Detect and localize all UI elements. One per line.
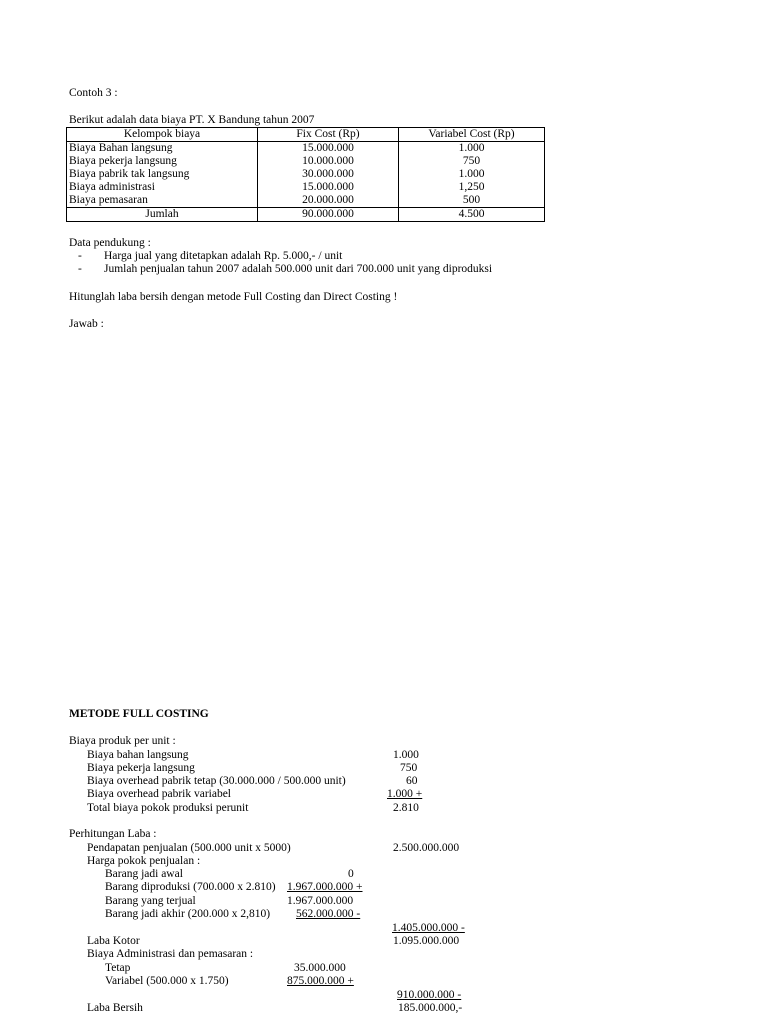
row-fixed-cost: 30.000.000 (258, 168, 399, 181)
cogs-item-label: Barang jadi akhir (200.000 x 2,810) (105, 908, 271, 920)
row-label: Biaya administrasi (67, 181, 258, 194)
row-fixed-cost: 15.000.000 (258, 142, 399, 156)
revenue-value: 2.500.000.000 (393, 842, 460, 854)
cogs-item-label: Barang diproduksi (700.000 x 2.810) (105, 881, 276, 893)
row-variable-cost: 1.000 (399, 168, 545, 181)
table-row (67, 168, 545, 181)
table-row (67, 181, 545, 194)
admin-fixed-value: 35.000.000 (294, 962, 346, 974)
total-label: Jumlah (67, 208, 258, 222)
cogs-item-value: 1.967.000.000 + (287, 881, 363, 893)
example-description: Berikut adalah data biaya PT. X Bandung tahun 2007 (69, 114, 315, 126)
admin-fixed-label: Tetap (105, 962, 131, 974)
cogs-item-value: 0 (348, 868, 354, 880)
row-variable-cost: 750 (399, 155, 545, 168)
unit-cost-total-label: Total biaya pokok produksi perunit (87, 802, 249, 814)
row-variable-cost: 500 (399, 194, 545, 208)
row-fixed-cost: 10.000.000 (258, 155, 399, 168)
col-header-variable: Variabel Cost (Rp) (399, 128, 545, 142)
cogs-item-value: 1.967.000.000 (287, 895, 354, 907)
row-label: Biaya pekerja langsung (67, 155, 258, 168)
table-header-row (67, 128, 545, 142)
admin-variable-label: Variabel (500.000 x 1.750) (105, 975, 229, 987)
cost-table (66, 127, 545, 222)
cogs-title: Harga pokok penjualan : (87, 855, 201, 867)
example-heading: Contoh 3 : (69, 87, 118, 99)
support-item: - Jumlah penjualan tahun 2007 adalah 500.000 unit dari 700.000 unit yang diproduksi (78, 263, 493, 275)
gross-profit-label: Laba Kotor (87, 935, 140, 947)
unit-cost-value: 750 (400, 762, 418, 774)
revenue-label: Pendapatan penjualan (500.000 unit x 5000) (87, 842, 291, 854)
unit-cost-value: 1.000 + (387, 788, 423, 800)
row-variable-cost: 1,250 (399, 181, 545, 194)
unit-cost-total-value: 2.810 (393, 802, 419, 814)
cogs-item-label: Barang yang terjual (105, 895, 196, 907)
support-item-text: Harga jual yang ditetapkan adalah Rp. 5.000,- / unit (104, 250, 343, 262)
unit-cost-label: Biaya overhead pabrik tetap (30.000.000 / 500.000 unit) (87, 775, 346, 787)
row-variable-cost: 1.000 (399, 142, 545, 156)
table-row (67, 194, 545, 208)
unit-cost-title: Biaya produk per unit : (69, 735, 176, 747)
admin-title: Biaya Administrasi dan pemasaran : (87, 948, 254, 960)
support-item: - Harga jual yang ditetapkan adalah Rp. 5.000,- / unit (78, 250, 343, 262)
unit-cost-label: Biaya pekerja langsung (87, 762, 195, 774)
total-variable-cost: 4.500 (399, 208, 545, 222)
row-label: Biaya Bahan langsung (67, 142, 258, 156)
support-title: Data pendukung : (69, 237, 151, 249)
admin-variable-value: 875.000.000 + (287, 975, 354, 987)
unit-cost-value: 60 (406, 775, 418, 787)
unit-cost-label: Biaya bahan langsung (87, 749, 189, 761)
section-title: METODE FULL COSTING (69, 708, 209, 720)
net-profit-label: Laba Bersih (87, 1002, 143, 1014)
support-item-text: Jumlah penjualan tahun 2007 adalah 500.000 unit dari 700.000 unit yang diproduksi (104, 263, 493, 275)
profit-title: Perhitungan Laba : (69, 828, 157, 840)
row-fixed-cost: 15.000.000 (258, 181, 399, 194)
cogs-item-value: 562.000.000 - (296, 908, 361, 920)
row-fixed-cost: 20.000.000 (258, 194, 399, 208)
row-label: Biaya pemasaran (67, 194, 258, 208)
question-text: Hitunglah laba bersih dengan metode Full Costing dan Direct Costing ! (69, 291, 398, 303)
gross-profit-value: 1.095.000.000 (393, 935, 460, 947)
table-total-row (67, 208, 545, 222)
unit-cost-label: Biaya overhead pabrik variabel (87, 788, 232, 800)
cogs-total-value: 1.405.000.000 - (392, 922, 465, 934)
col-header-fixed: Fix Cost (Rp) (258, 128, 399, 142)
col-header-group: Kelompok biaya (67, 128, 258, 142)
unit-cost-value: 1.000 (393, 749, 419, 761)
total-fixed-cost: 90.000.000 (258, 208, 399, 222)
answer-label: Jawab : (69, 318, 104, 330)
row-label: Biaya pabrik tak langsung (67, 168, 258, 181)
table-row (67, 155, 545, 168)
cogs-item-label: Barang jadi awal (105, 868, 183, 880)
net-profit-value: 185.000.000,- (398, 1002, 463, 1014)
table-row (67, 142, 545, 156)
admin-total-value: 910.000.000 - (397, 989, 462, 1001)
